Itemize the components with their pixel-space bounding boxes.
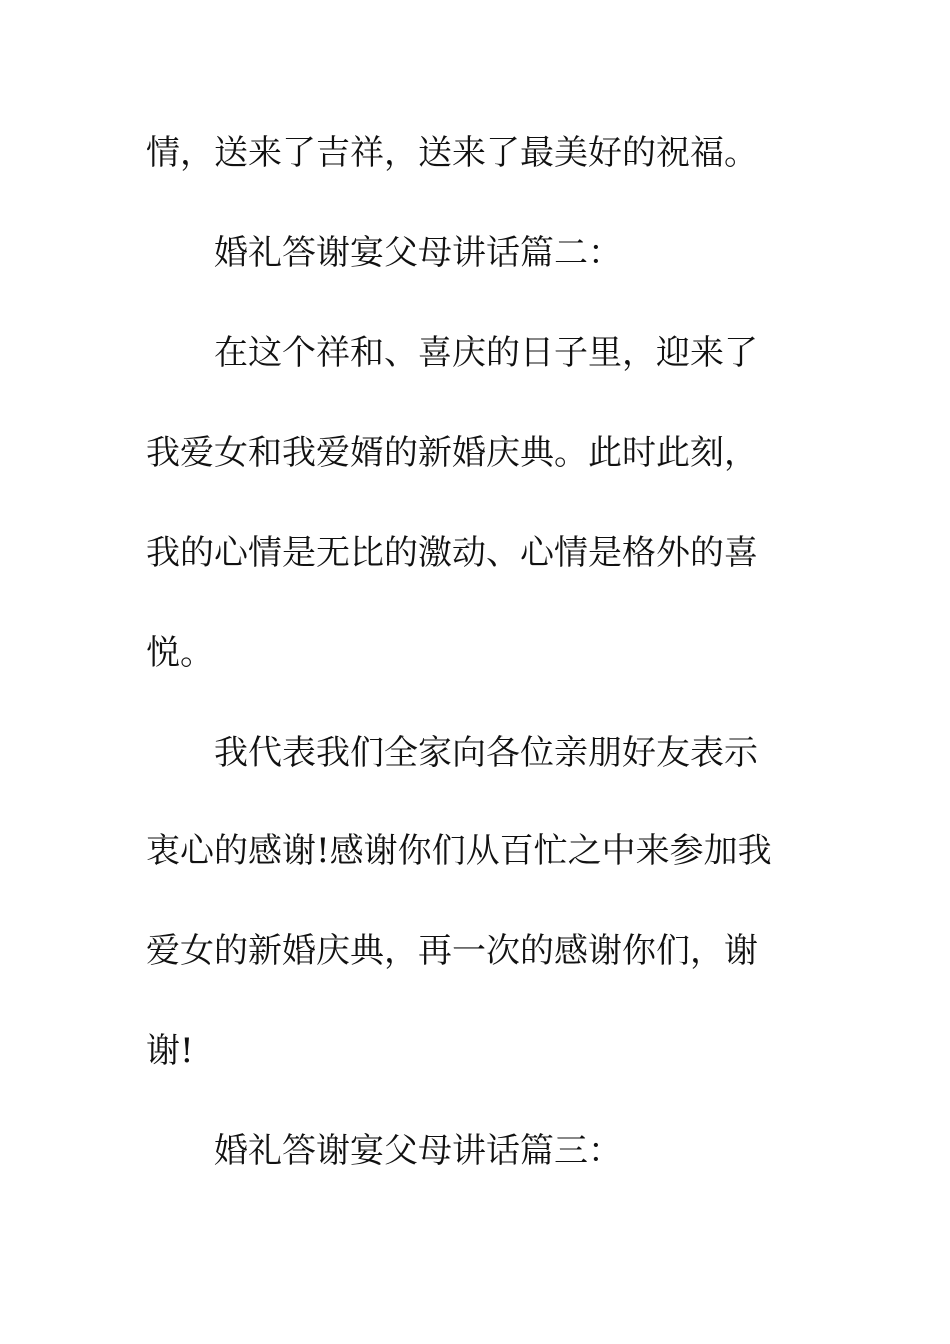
paragraph-line-4: 我爱女和我爱婿的新婚庆典。此时此刻，	[146, 433, 758, 473]
paragraph-line-1: 情，送来了吉祥，送来了最美好的祝福。	[146, 133, 758, 173]
paragraph-line-3: 在这个祥和、喜庆的日子里，迎来了	[214, 333, 758, 373]
paragraph-line-6: 悦。	[146, 633, 214, 673]
paragraph-line-9: 爱女的新婚庆典，再一次的感谢你们，谢	[146, 931, 758, 971]
paragraph-line-10: 谢!	[146, 1031, 194, 1071]
paragraph-line-5: 我的心情是无比的激动、心情是格外的喜	[146, 533, 758, 573]
paragraph-line-8: 衷心的感谢!感谢你们从百忙之中来参加我	[146, 831, 772, 871]
section-heading-2: 婚礼答谢宴父母讲话篇二：	[214, 233, 622, 273]
paragraph-line-7: 我代表我们全家向各位亲朋好友表示	[214, 733, 758, 773]
section-heading-3: 婚礼答谢宴父母讲话篇三：	[214, 1131, 622, 1171]
